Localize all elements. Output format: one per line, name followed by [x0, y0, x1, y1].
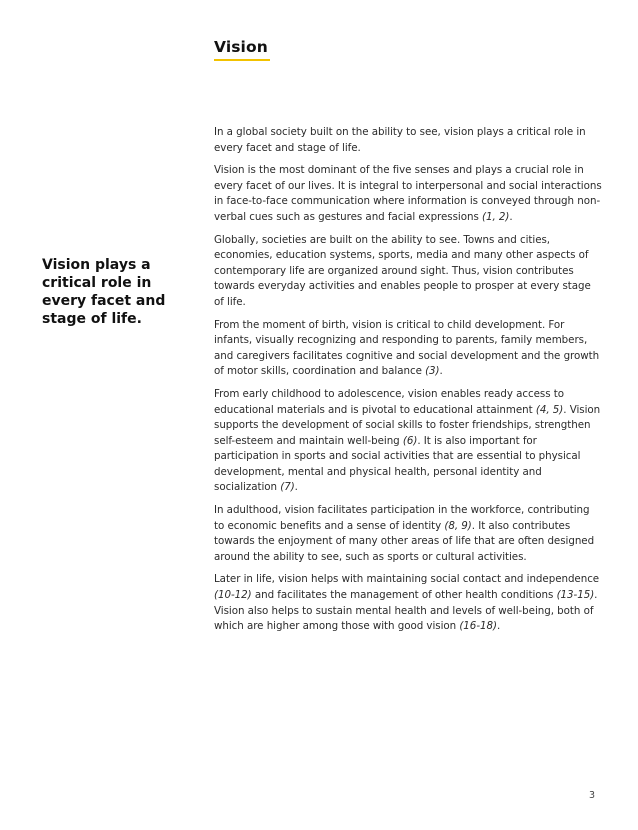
pull-quote: Vision plays a critical role in every facet and stage of life. — [42, 257, 166, 327]
paragraph-text: In adulthood, vision facilitates participation in the workforce, contributing to economic benefits and a sense of identity — [214, 504, 590, 532]
citation-reference: (1, 2) — [482, 210, 510, 223]
citation-reference: (10-12) — [214, 589, 252, 602]
paragraph-text: . Vision also helps to sustain mental health and levels of well-being, both of which are higher among those with good vision — [214, 589, 598, 633]
paragraph-text: Vision is the most dominant of the five senses and plays a crucial role in every facet of our lives. It is integral to interpersonal and social interactions in face-to-face communication where information is conveyed through non-verbal cues such as gestures and facial expressions — [214, 164, 602, 223]
citation-reference: (3) — [425, 365, 440, 378]
paragraph-text: . — [294, 481, 298, 494]
body-paragraph — [214, 572, 602, 634]
body-paragraph — [214, 125, 602, 156]
citation-reference: (8, 9) — [444, 519, 472, 532]
body-paragraph — [214, 318, 602, 380]
title-underline — [214, 59, 270, 61]
paragraph-text: Globally, societies are built on the ability to see. Towns and cities, economies, education systems, sports, media and many other aspects of contemporary life are organized around sight. Thus, vision contributes towards everyday activities and enables people to prosper at every stage of life. — [214, 233, 591, 308]
body-paragraph — [214, 233, 602, 311]
paragraph-text: From early childhood to adolescence, vision enables ready access to educational materials and is pivotal to educational attainment — [214, 387, 564, 416]
citation-reference: (6) — [402, 434, 418, 447]
paragraph-text: . It is also important for participation in sports and social activities that are essential to physical development, mental and physical health, personal identity and socialization — [214, 434, 581, 494]
page-title: Vision — [214, 38, 268, 56]
citation-reference: (4, 5) — [535, 403, 564, 416]
citation-reference: (13-15) — [556, 589, 595, 602]
page-number: 3 — [588, 790, 595, 801]
body-paragraph — [214, 503, 602, 565]
paragraph-text: Later in life, vision helps with maintaining social contact and independence — [214, 573, 600, 586]
body-paragraph — [214, 163, 602, 225]
paragraph-text: From the moment of birth, vision is critical to child development. For infants, visually recognizing and responding to parents, family members, and caregivers facilitates cognitive and social development and the growth of motor skills, coordination and balance — [214, 318, 600, 378]
body-paragraph — [214, 387, 602, 496]
paragraph-text: . Vision supports the development of social skills to foster friendships, strengthen self-esteem and maintain well-being — [214, 403, 601, 447]
citation-reference: (7) — [280, 481, 295, 494]
citation-reference: (16-18) — [459, 620, 497, 633]
paragraph-text: . — [496, 620, 501, 633]
paragraph-text: . — [439, 365, 443, 378]
paragraph-text: . — [509, 210, 513, 223]
paragraph-text: and facilitates the management of other health conditions — [251, 589, 557, 602]
body-text — [214, 125, 602, 642]
paragraph-text: . It also contributes towards the enjoyment of many other areas of life that are often designed around the ability to see, such as sports or cultural activities. — [214, 519, 595, 563]
paragraph-text: In a global society built on the ability to see, vision plays a critical role in every facet and stage of life. — [214, 126, 586, 154]
